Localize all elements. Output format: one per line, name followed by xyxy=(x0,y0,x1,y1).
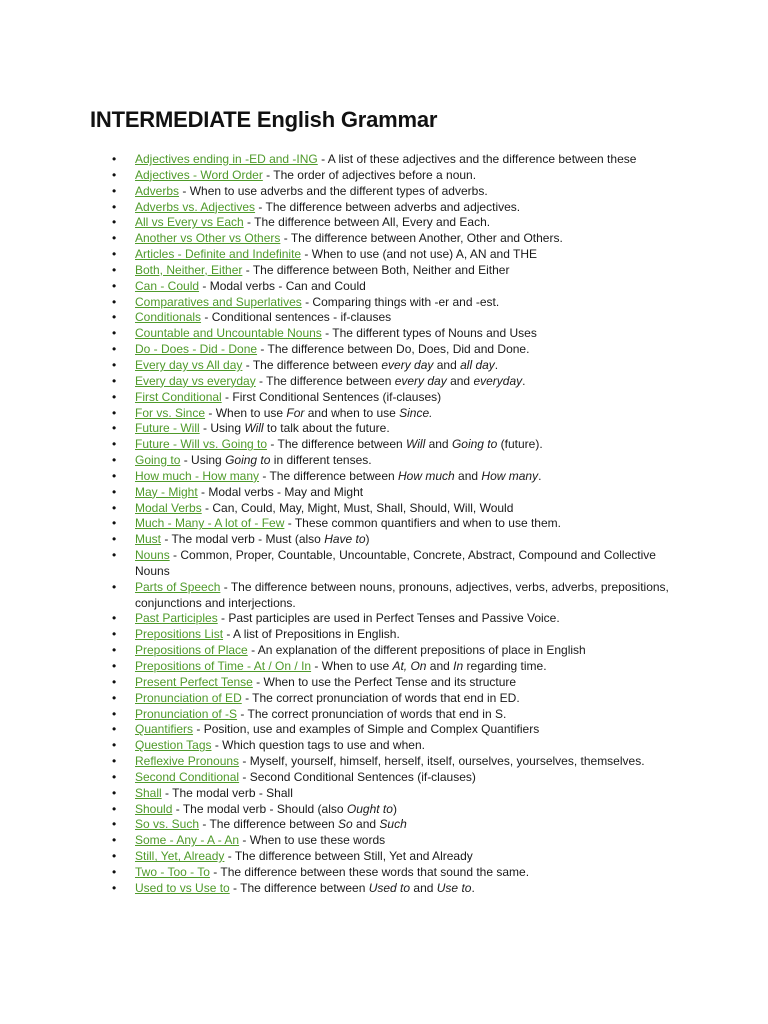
description-text: - Position, use and examples of Simple and Complex Quantifiers xyxy=(193,722,540,737)
emphasized-text: In xyxy=(453,659,464,673)
emphasized-text: Going to xyxy=(225,453,271,468)
emphasized-text: How much xyxy=(398,468,455,483)
description-text: and xyxy=(426,659,454,673)
description-text: - Past participles are used in Perfect Tenses and Passive Voice. xyxy=(217,611,560,626)
topic-link[interactable]: Should xyxy=(135,801,173,816)
topic-link[interactable]: Do - Does - Did - Done xyxy=(135,342,258,357)
description-text: - Using xyxy=(180,453,226,468)
description-text: - When to use the Perfect Tense and its structure xyxy=(252,674,517,689)
topic-link[interactable]: Future - Will xyxy=(135,421,200,436)
topic-link[interactable]: Nouns xyxy=(135,548,170,563)
topic-link[interactable]: Comparatives and Superlatives xyxy=(135,294,302,309)
topic-list xyxy=(112,152,672,897)
description-text: - The difference between xyxy=(259,468,399,483)
topic-link[interactable]: Future - Will vs. Going to xyxy=(135,437,268,452)
topic-link[interactable]: Some - Any - A - An xyxy=(135,833,240,848)
description-text: - Which question tags to use and when. xyxy=(211,738,425,753)
list-item xyxy=(112,200,672,216)
list-item xyxy=(112,627,672,643)
list-item xyxy=(112,279,672,295)
description-text: - The difference between xyxy=(255,373,395,388)
topic-link[interactable]: Present Perfect Tense xyxy=(135,674,253,689)
description-text: and xyxy=(446,373,474,388)
list-item xyxy=(112,453,672,469)
description-text: - The difference between Another, Other and Others. xyxy=(280,231,563,246)
topic-link[interactable]: Both, Neither, Either xyxy=(135,262,243,277)
topic-link[interactable]: Still, Yet, Already xyxy=(135,849,225,864)
description-text: and xyxy=(425,437,452,452)
list-item xyxy=(112,374,672,390)
list-item xyxy=(112,215,672,231)
list-item xyxy=(112,865,672,881)
list-item xyxy=(112,231,672,247)
description-text: and xyxy=(410,880,437,895)
topic-link[interactable]: Must xyxy=(135,532,162,547)
emphasized-text: all day xyxy=(460,357,495,372)
description-text: - The different types of Nouns and Uses xyxy=(321,326,537,341)
topic-link[interactable]: Reflexive Pronouns xyxy=(135,754,240,769)
description-text: - The correct pronunciation of words that end in ED. xyxy=(241,690,520,705)
description-text: ) xyxy=(392,801,397,816)
topic-link[interactable]: How much - How many xyxy=(135,468,260,483)
description-text: - The modal verb - Must (also xyxy=(161,532,325,547)
list-item xyxy=(112,738,672,754)
list-item xyxy=(112,754,672,770)
description-text: - Using xyxy=(199,421,245,436)
description-text: (future). xyxy=(497,437,543,452)
topic-link[interactable]: May - Might xyxy=(135,484,198,499)
emphasized-text: So xyxy=(338,817,353,832)
description-text: . xyxy=(522,373,526,388)
topic-link[interactable]: Prepositions List xyxy=(135,627,224,642)
description-text: - A list of Prepositions in English. xyxy=(223,627,400,642)
description-text: - The difference between xyxy=(199,817,339,832)
list-item xyxy=(112,168,672,184)
description-text: - The difference between these words that sound the same. xyxy=(209,864,530,879)
topic-link[interactable]: Going to xyxy=(135,453,181,468)
list-item xyxy=(112,722,672,738)
list-item xyxy=(112,516,672,532)
emphasized-text: Such xyxy=(379,817,407,832)
emphasized-text: Going to xyxy=(451,437,498,452)
list-item xyxy=(112,770,672,786)
description-text: - When to use xyxy=(205,405,287,420)
description-text: - Modal verbs - May and Might xyxy=(197,484,364,499)
page-title: INTERMEDIATE English Grammar xyxy=(90,107,438,132)
topic-link[interactable]: Adverbs vs. Adjectives xyxy=(135,199,256,214)
description-text: - When to use (and not use) A, AN and THE xyxy=(301,247,537,262)
list-item xyxy=(112,675,672,691)
emphasized-text: every day xyxy=(381,357,434,372)
list-item xyxy=(112,437,672,453)
topic-link[interactable]: All vs Every vs Each xyxy=(135,215,244,230)
topic-link[interactable]: Articles - Definite and Indefinite xyxy=(135,247,302,262)
list-item xyxy=(112,817,672,833)
list-item xyxy=(112,659,672,675)
list-item xyxy=(112,611,672,627)
description-text: - The difference between nouns, pronouns, adjectives, verbs, adverbs, prepositions, conjunctions and interjections. xyxy=(135,579,669,610)
list-item xyxy=(112,295,672,311)
list-item xyxy=(112,786,672,802)
topic-link[interactable]: Conditionals xyxy=(135,310,202,325)
list-item xyxy=(112,184,672,200)
list-item xyxy=(112,390,672,406)
topic-link[interactable]: Countable and Uncountable Nouns xyxy=(135,326,322,341)
description-text: - The difference between adverbs and adjectives. xyxy=(255,199,521,214)
description-text: - The difference between Both, Neither and Either xyxy=(242,262,510,277)
topic-link[interactable]: Parts of Speech xyxy=(135,579,221,594)
topic-link[interactable]: So vs. Such xyxy=(135,817,200,832)
description-text: to talk about the future. xyxy=(263,421,390,436)
description-text: - When to use these words xyxy=(239,833,386,848)
description-text: - The difference between All, Every and Each. xyxy=(243,215,491,230)
description-text: - The difference between xyxy=(267,437,407,452)
topic-link[interactable]: For vs. Since xyxy=(135,405,206,420)
topic-link[interactable]: Quantifiers xyxy=(135,722,194,737)
list-item xyxy=(112,247,672,263)
list-item xyxy=(112,263,672,279)
list-item xyxy=(112,643,672,659)
topic-link[interactable]: Two - Too - To xyxy=(135,864,210,879)
topic-link[interactable]: Second Conditional xyxy=(135,769,240,784)
description-text: - These common quantifiers and when to use them. xyxy=(284,516,561,531)
list-item xyxy=(112,691,672,707)
description-text: . xyxy=(471,880,475,895)
emphasized-text: Have to xyxy=(324,532,366,547)
description-text: - Second Conditional Sentences (if-clauses) xyxy=(239,769,476,784)
description-text: - Myself, yourself, himself, herself, itself, ourselves, yourselves, themselves. xyxy=(239,754,645,769)
list-item xyxy=(112,833,672,849)
description-text: - When to use xyxy=(311,659,393,673)
description-text: - The difference between xyxy=(229,880,369,895)
list-item xyxy=(112,406,672,422)
list-item xyxy=(112,849,672,865)
description-text: - The correct pronunciation of words that end in S. xyxy=(237,706,507,721)
list-item xyxy=(112,485,672,501)
topic-link[interactable]: Another vs Other vs Others xyxy=(135,231,281,246)
description-text: ) xyxy=(365,532,370,547)
description-text: and xyxy=(454,468,482,483)
topic-link[interactable]: Adjectives - Word Order xyxy=(135,167,263,182)
description-text: - An explanation of the different prepositions of place in English xyxy=(247,643,586,658)
emphasized-text: At, On xyxy=(392,659,427,673)
topic-link[interactable]: First Conditional xyxy=(135,389,222,404)
description-text: - First Conditional Sentences (if-clauses) xyxy=(221,389,442,404)
topic-link[interactable]: Question Tags xyxy=(135,738,212,753)
description-text: - Can, Could, May, Might, Must, Shall, Should, Will, Would xyxy=(201,500,514,515)
description-text: - The difference between Still, Yet and Already xyxy=(224,849,473,864)
list-item xyxy=(112,326,672,342)
emphasized-text: Since. xyxy=(399,405,433,420)
topic-link[interactable]: Adverbs xyxy=(135,183,180,198)
description-text: - Modal verbs - Can and Could xyxy=(199,278,366,293)
description-text: - When to use adverbs and the different types of adverbs. xyxy=(179,183,488,198)
description-text: - The modal verb - Should (also xyxy=(172,801,347,816)
topic-link[interactable]: Prepositions of Time - At / On / In xyxy=(135,659,312,673)
description-text: in different tenses. xyxy=(270,453,372,468)
description-text: . xyxy=(494,357,499,372)
topic-link[interactable]: Shall xyxy=(135,785,162,800)
list-item xyxy=(112,152,672,168)
description-text: - The difference between xyxy=(242,357,382,372)
list-item xyxy=(112,342,672,358)
emphasized-text: Used to xyxy=(368,880,411,895)
list-item xyxy=(112,310,672,326)
list-item xyxy=(112,421,672,437)
emphasized-text: Will xyxy=(244,421,264,436)
description-text: - Common, Proper, Countable, Uncountable, Concrete, Abstract, Compound and Collective Nouns xyxy=(135,548,656,578)
topic-link[interactable]: Much - Many - A lot of - Few xyxy=(135,516,285,531)
list-item xyxy=(112,881,672,897)
topic-link[interactable]: Modal Verbs xyxy=(135,500,202,515)
list-item xyxy=(112,802,672,818)
topic-link[interactable]: Pronunciation of -S xyxy=(135,706,238,721)
description-text: - The order of adjectives before a noun. xyxy=(262,167,477,182)
list-item xyxy=(112,532,672,548)
emphasized-text: every day xyxy=(394,373,447,388)
topic-link[interactable]: Every day vs everyday xyxy=(135,373,256,388)
topic-link[interactable]: Every day vs All day xyxy=(135,357,243,372)
description-text: - The difference between Do, Does, Did and Done. xyxy=(257,342,530,357)
topic-link[interactable]: Prepositions of Place xyxy=(135,643,248,658)
topic-link[interactable]: Adjectives ending in -ED and -ING xyxy=(135,152,318,166)
description-text: - A list of these adjectives and the difference between these xyxy=(317,152,637,166)
topic-link[interactable]: Used to vs Use to xyxy=(135,880,230,895)
description-text: - Comparing things with -er and -est. xyxy=(301,294,500,309)
emphasized-text: Use to xyxy=(436,880,472,895)
emphasized-text: Ought to xyxy=(346,801,393,816)
description-text: . xyxy=(538,468,542,483)
list-item xyxy=(112,707,672,723)
list-item xyxy=(112,469,672,485)
list-item xyxy=(112,501,672,517)
topic-link[interactable]: Can - Could xyxy=(135,278,200,293)
emphasized-text: Will xyxy=(406,437,426,452)
emphasized-text: For xyxy=(286,405,305,420)
description-text: and when to use xyxy=(304,405,400,420)
description-text: - Conditional sentences - if-clauses xyxy=(201,310,392,325)
emphasized-text: everyday xyxy=(473,373,523,388)
topic-link[interactable]: Past Participles xyxy=(135,611,218,626)
description-text: and xyxy=(433,357,461,372)
emphasized-text: How many xyxy=(481,468,539,483)
description-text: regarding time. xyxy=(463,659,547,673)
description-text: - The modal verb - Shall xyxy=(161,785,293,800)
list-item xyxy=(112,580,672,612)
list-item xyxy=(112,548,672,580)
topic-link[interactable]: Pronunciation of ED xyxy=(135,690,242,705)
list-item xyxy=(112,358,672,374)
description-text: and xyxy=(352,817,380,832)
